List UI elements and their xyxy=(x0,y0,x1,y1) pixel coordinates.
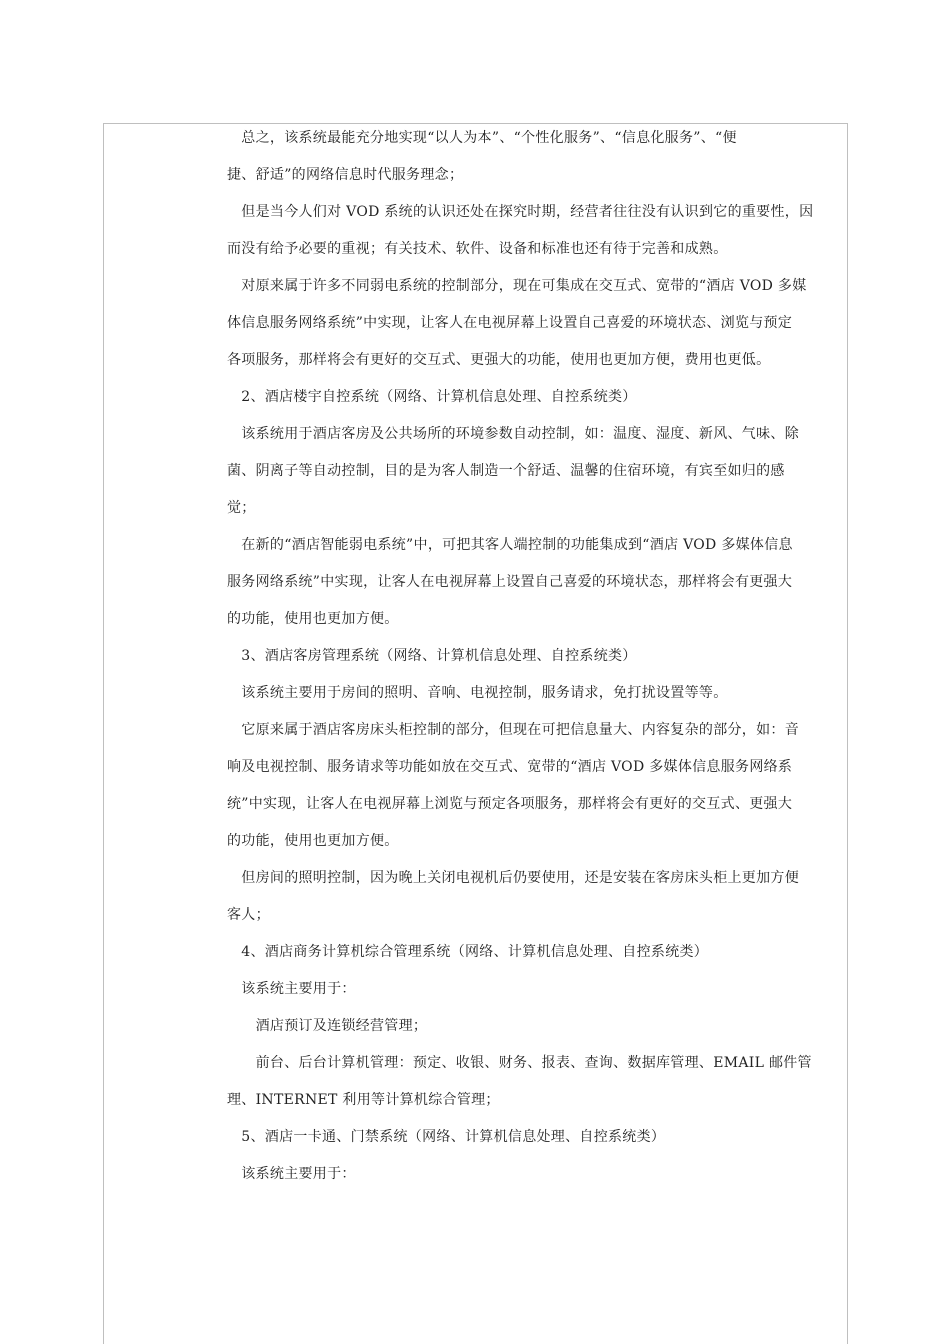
paragraph-line: 但房间的照明控制，因为晚上关闭电视机后仍要使用，还是安装在客房床头柜上更加方便 xyxy=(227,870,799,886)
document-body xyxy=(227,120,845,1193)
paragraph-line: 的功能，使用也更加方便。 xyxy=(227,833,399,849)
section-heading: 4、酒店商务计算机综合管理系统（网络、计算机信息处理、自控系统类） xyxy=(227,944,709,960)
paragraph-line: 总之，该系统最能充分地实现“以人为本”、“个性化服务”、“信息化服务”、“便 xyxy=(227,130,737,146)
paragraph-line: 客人； xyxy=(227,907,270,923)
paragraph-line: 在新的“酒店智能弱电系统”中，可把其客人端控制的功能集成到“酒店 VOD 多媒体信息 xyxy=(227,537,793,553)
paragraph-line: 而没有给予必要的重视；有关技术、软件、设备和标准也还有待于完善和成熟。 xyxy=(227,241,728,257)
paragraph-line: 菌、阴离子等自动控制，目的是为客人制造一个舒适、温馨的住宿环境，有宾至如归的感 xyxy=(227,463,785,479)
section-heading: 2、酒店楼宇自控系统（网络、计算机信息处理、自控系统类） xyxy=(227,389,637,405)
paragraph-line: 服务网络系统”中实现，让客人在电视屏幕上设置自己喜爱的环境状态，那样将会有更强大 xyxy=(227,574,793,590)
paragraph-line: 对原来属于许多不同弱电系统的控制部分，现在可集成在交互式、宽带的“酒店 VOD 多媒 xyxy=(227,278,807,294)
list-item: 酒店预订及连锁经营管理； xyxy=(227,1018,428,1034)
paragraph-line: 响及电视控制、服务请求等功能如放在交互式、宽带的“酒店 VOD 多媒体信息服务网络系 xyxy=(227,759,793,775)
paragraph-line: 理、INTERNET 利用等计算机综合管理； xyxy=(227,1092,500,1108)
section-heading: 3、酒店客房管理系统（网络、计算机信息处理、自控系统类） xyxy=(227,648,637,664)
paragraph-line: 觉； xyxy=(227,500,256,516)
paragraph-line: 它原来属于酒店客房床头柜控制的部分，但现在可把信息量大、内容复杂的部分，如：音 xyxy=(227,722,799,738)
paragraph-line: 统”中实现，让客人在电视屏幕上浏览与预定各项服务，那样将会有更好的交互式、更强大 xyxy=(227,796,793,812)
paragraph-line: 各项服务，那样将会有更好的交互式、更强大的功能，使用也更加方便，费用也更低。 xyxy=(227,352,771,368)
paragraph-line: 捷、舒适”的网络信息时代服务理念； xyxy=(227,167,464,183)
list-item: 前台、后台计算机管理：预定、收银、财务、报表、查询、数据库管理、EMAIL 邮件管 xyxy=(227,1055,812,1071)
section-heading: 5、酒店一卡通、门禁系统（网络、计算机信息处理、自控系统类） xyxy=(227,1129,666,1145)
paragraph-line: 但是当今人们对 VOD 系统的认识还处在探究时期，经营者往往没有认识到它的重要性，因 xyxy=(227,204,814,220)
paragraph-line: 的功能，使用也更加方便。 xyxy=(227,611,399,627)
paragraph-line: 该系统主要用于： xyxy=(227,981,356,997)
paragraph-line: 该系统主要用于： xyxy=(227,1166,356,1182)
paragraph-line: 体信息服务网络系统”中实现，让客人在电视屏幕上设置自己喜爱的环境状态、浏览与预定 xyxy=(227,315,793,331)
paragraph-line: 该系统用于酒店客房及公共场所的环境参数自动控制，如：温度、湿度、新风、气味、除 xyxy=(227,426,799,442)
paragraph-line: 该系统主要用于房间的照明、音响、电视控制，服务请求，免打扰设置等等。 xyxy=(227,685,728,701)
